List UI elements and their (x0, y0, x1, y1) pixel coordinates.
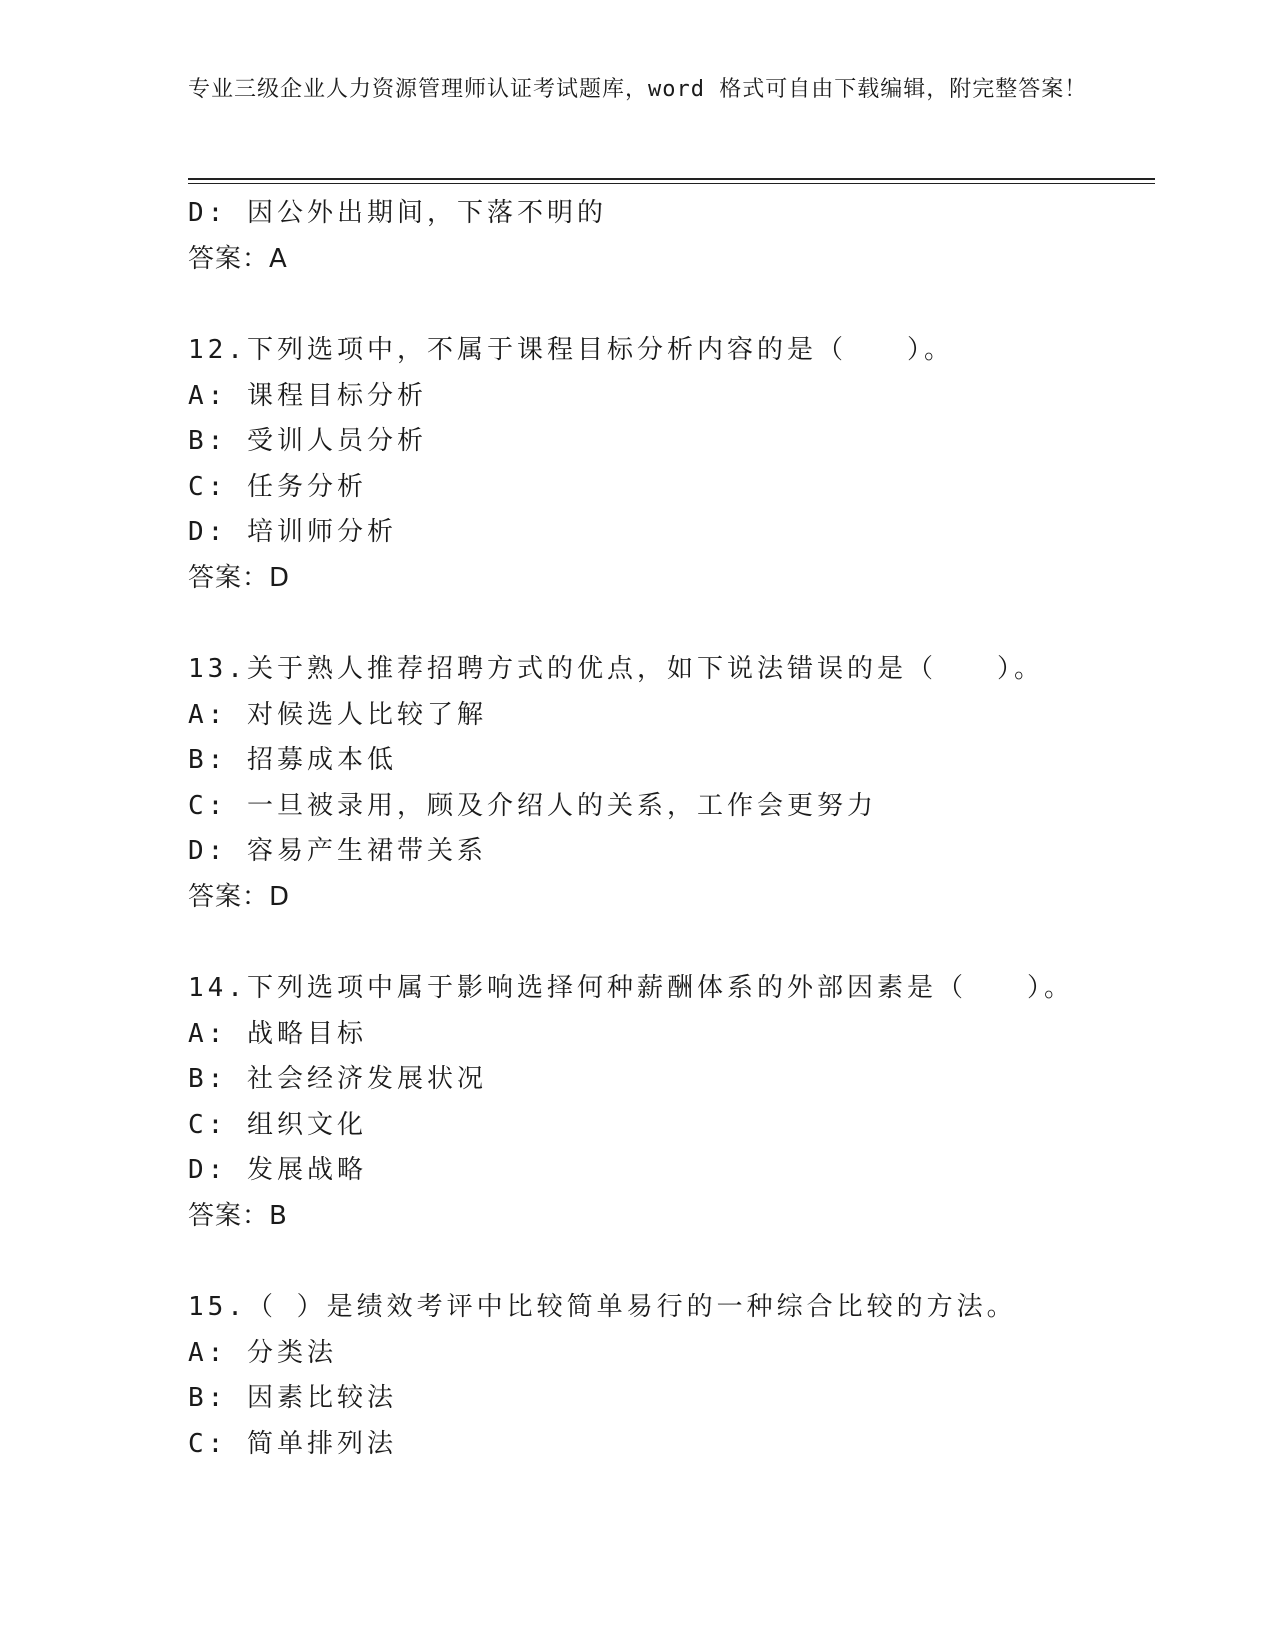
answer: 答案：D (188, 881, 291, 912)
document-header: 专业三级企业人力资源管理师认证考试题库，word 格式可自由下载编辑，附完整答案！ (188, 77, 1088, 102)
option-b: B: 受训人员分析 (188, 426, 427, 456)
question-content (188, 191, 1148, 1467)
question-stem: 12.下列选项中，不属于课程目标分析内容的是（ ）。 (188, 335, 954, 365)
carryover-option-d: D: 因公外出期间，下落不明的 (188, 198, 607, 228)
carryover-answer: 答案：A (188, 243, 288, 274)
answer: 答案：D (188, 562, 291, 593)
question-13 (188, 647, 1148, 920)
question-12 (188, 328, 1148, 601)
option-a: A: 分类法 (188, 1337, 337, 1368)
question-stem: 15.（ ）是绩效考评中比较简单易行的一种综合比较的方法。 (188, 1292, 1017, 1322)
option-d: D: 容易产生裙带关系 (188, 836, 487, 866)
question-spacer (188, 920, 1148, 966)
question-14 (188, 966, 1148, 1239)
option-b: B: 社会经济发展状况 (188, 1064, 487, 1094)
header-divider-thick (188, 178, 1155, 180)
question-spacer (188, 282, 1148, 328)
option-a: A: 课程目标分析 (188, 380, 427, 411)
header-divider-thin (188, 183, 1155, 184)
question-stem: 14.下列选项中属于影响选择何种薪酬体系的外部因素是（ ）。 (188, 973, 1074, 1003)
option-b: B: 因素比较法 (188, 1383, 397, 1413)
option-c: C: 组织文化 (188, 1109, 367, 1140)
option-c: C: 任务分析 (188, 471, 367, 502)
option-c: C: 简单排列法 (188, 1428, 397, 1459)
question-spacer (188, 601, 1148, 647)
question-stem: 13.关于熟人推荐招聘方式的优点，如下说法错误的是（ ）。 (188, 654, 1044, 684)
question-15 (188, 1285, 1148, 1467)
answer: 答案：B (188, 1200, 288, 1231)
option-b: B: 招募成本低 (188, 745, 397, 775)
option-d: D: 培训师分析 (188, 517, 397, 547)
option-d: D: 发展战略 (188, 1155, 367, 1185)
option-a: A: 战略目标 (188, 1018, 367, 1049)
option-a: A: 对候选人比较了解 (188, 699, 487, 730)
question-spacer (188, 1239, 1148, 1285)
option-c: C: 一旦被录用，顾及介绍人的关系，工作会更努力 (188, 790, 877, 821)
